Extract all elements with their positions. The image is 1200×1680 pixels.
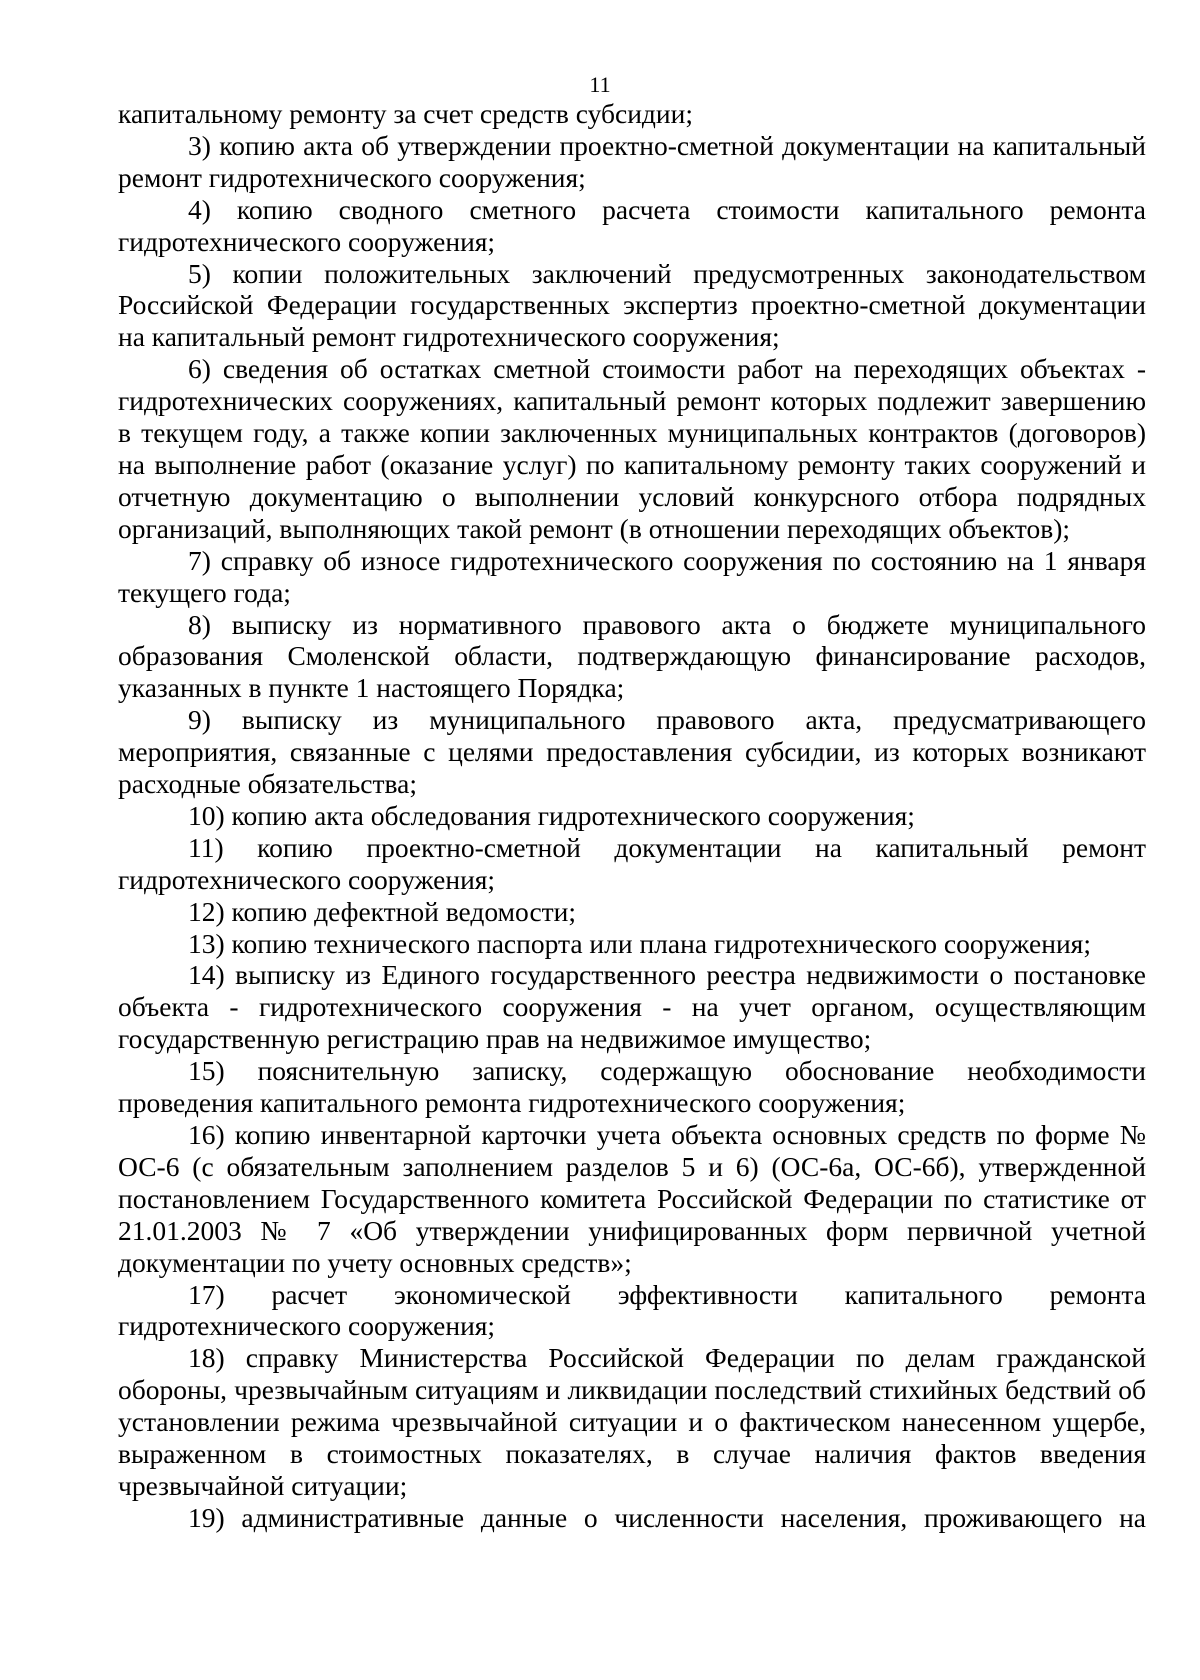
list-item-14: 14) выписку из Единого государственного реестра недвижимости о постановке объекта - гидротехнического сооружения - на учет органом, осуществляющим государственную регистрацию прав на недвижимое имущество; <box>118 959 1146 1055</box>
list-item-9: 9) выписку из муниципального правового акта, предусматривающего мероприятия, связанные с целями предоставления субсидии, из которых возникают расходные обязательства; <box>118 704 1146 800</box>
list-item-18: 18) справку Министерства Российской Федерации по делам гражданской обороны, чрезвычайным ситуациям и ликвидации последствий стихийных бедствий об установлении режима чрезвычайной ситуации и о фактическом нанесенном ущербе, выраженном в стоимостных показателях, в случае наличия фактов введения чрезвычайной ситуации; <box>118 1342 1146 1501</box>
list-item-5: 5) копии положительных заключений предусмотренных законодательством Российской Федерации государственных экспертиз проектно-сметной документации на капитальный ремонт гидротехнического сооружения; <box>118 257 1146 353</box>
list-item-17: 17) расчет экономической эффективности капитального ремонта гидротехнического сооружения; <box>118 1278 1146 1342</box>
list-item-3: 3) копию акта об утверждении проектно-сметной документации на капитальный ремонт гидротехнического сооружения; <box>118 129 1146 193</box>
list-item-13: 13) копию технического паспорта или плана гидротехнического сооружения; <box>188 927 1091 959</box>
list-item-19: 19) административные данные о численности населения, проживающего на <box>188 1501 1146 1533</box>
list-item-10: 10) копию акта обследования гидротехнического сооружения; <box>188 799 915 831</box>
list-item-7: 7) справку об износе гидротехнического сооружения по состоянию на 1 января текущего года; <box>118 544 1146 608</box>
list-item-8: 8) выписку из нормативного правового акта о бюджете муниципального образования Смоленской области, подтверждающую финансирование расходов, указанных в пункте 1 настоящего Порядка; <box>118 608 1146 704</box>
list-item-6: 6) сведения об остатках сметной стоимости работ на переходящих объектах - гидротехнических сооружениях, капитальный ремонт которых подлежит завершению в текущем году, а также копии заключенных муниципальных контрактов (договоров) на выполнение работ (оказание услуг) по капитальному ремонту таких сооружений и отчетную документацию о выполнении условий конкурсного отбора подрядных организаций, выполняющих такой ремонт (в отношении переходящих объектов); <box>118 353 1146 544</box>
document-body <box>118 98 1146 1534</box>
list-item-12: 12) копию дефектной ведомости; <box>188 895 577 927</box>
list-item-15: 15) пояснительную записку, содержащую обоснование необходимости проведения капитального ремонта гидротехнического сооружения; <box>118 1055 1146 1119</box>
list-item-4: 4) копию сводного сметного расчета стоимости капитального ремонта гидротехнического сооружения; <box>118 193 1146 257</box>
paragraph-continuation: капитальному ремонту за счет средств субсидии; <box>118 98 693 129</box>
page-number: 11 <box>589 72 611 97</box>
list-item-16: 16) копию инвентарной карточки учета объекта основных средств по форме № ОС-6 (с обязательным заполнением разделов 5 и 6) (ОС-6а, ОС-6б), утвержденной постановлением Государственного комитета Российской Федерации по статистике от 21.01.2003 № 7 «Об утверждении унифицированных форм первичной учетной документации по учету основных средств»; <box>118 1119 1146 1278</box>
list-item-11: 11) копию проектно-сметной документации на капитальный ремонт гидротехнического сооружения; <box>118 831 1146 895</box>
